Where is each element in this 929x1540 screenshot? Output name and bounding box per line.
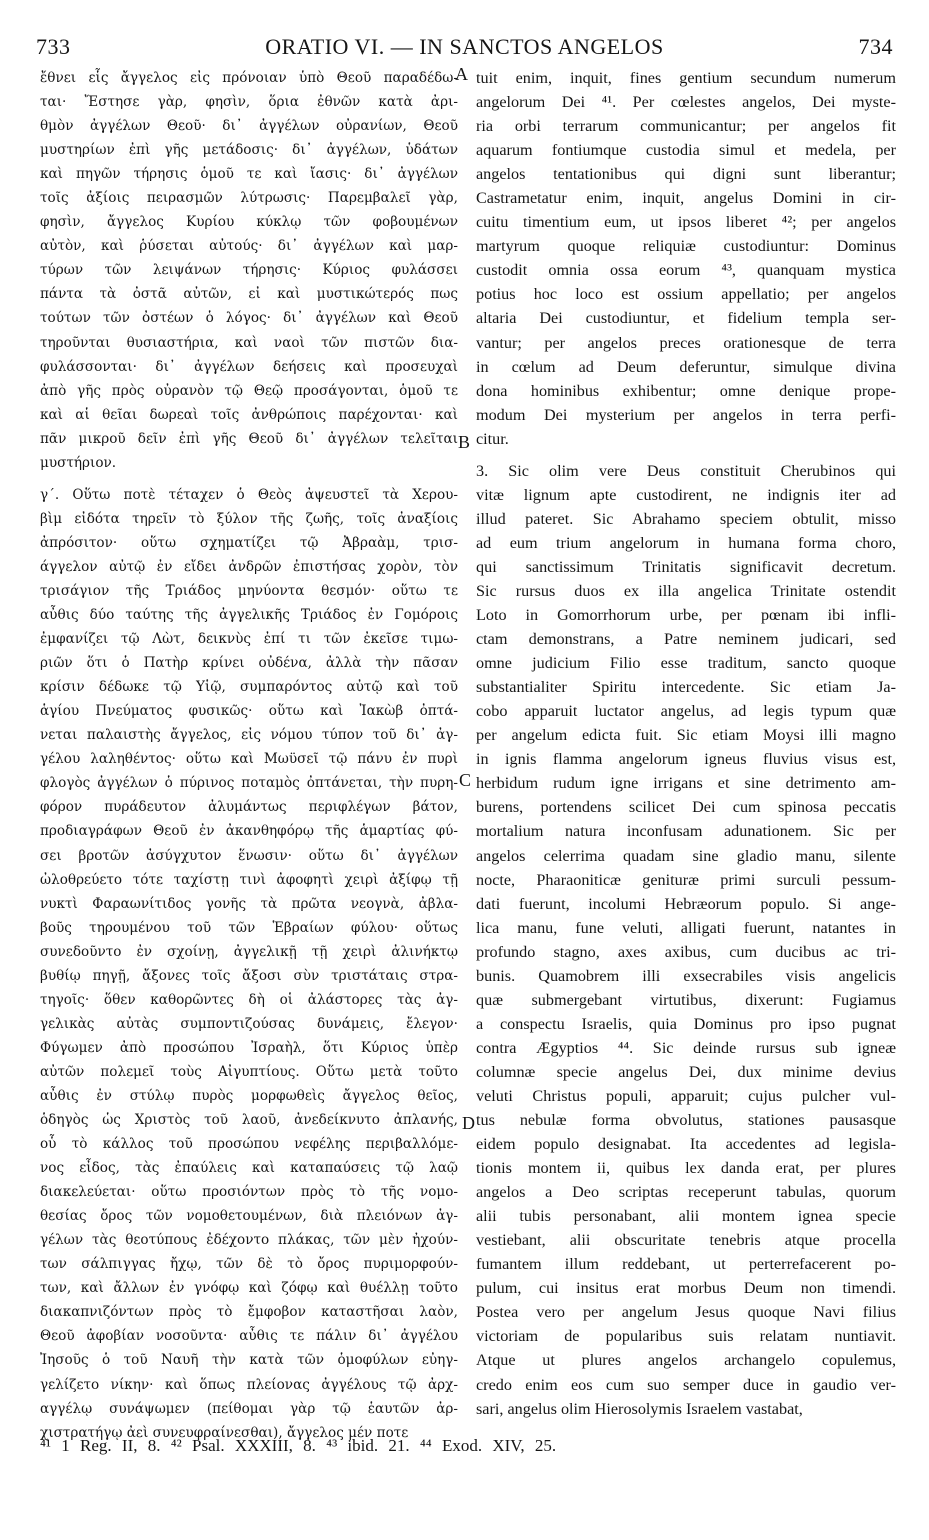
footnotes: ⁴¹ 1 Reg. II, 8. ⁴² Psal. XXXIII, 8. ⁴³ ibid. 21. ⁴⁴ Exod. XIV, 25. [40,1436,557,1455]
greek-text-line: αὖθις ἐν στύλῳ πυρὸς μορφωθεὶς ἄγγελος θεῖος, [40,1087,458,1104]
latin-text-line: cuitu timentium eum, ut ipsos liberet ⁴²; per angelos [476,213,896,232]
latin-text-line: contra Ægyptios ⁴⁴. Sic deinde rursus sub igneæ [476,1038,896,1057]
greek-text-line: πᾶν μικροῦ δεῖν ἐπὶ γῆς Θεοῦ δι᾽ ἀγγέλων τελεῖται [40,430,458,447]
greek-text-line: βοῦς τηρουμένου τοῦ τῶν Ἑβραίων φύλου· οὕτως [40,919,458,936]
greek-text-line: φλογὸς ἀγγέλων ὁ πύρινος ποταμὸς ὀπτάνεται, τὴν πυρη- [40,775,458,792]
greek-text-line: ἔθνει εἷς ἄγγελος εἰς πρόνοιαν ὑπὸ Θεοῦ παραδέδω- [40,70,458,86]
greek-text-line: θμὸν ἀγγέλων Θεοῦ· δι᾽ ἀγγέλων οὐρανίων, Θεοῦ [40,118,458,135]
latin-text-line: sari, angelus olim Hierosolymis Israelem vastabat, [476,1399,803,1418]
greek-text-line: πάντα τὰ ὀστᾶ αὐτῶν, εἰ καὶ μυστικώτερός πως [40,286,458,303]
latin-text-line: in cœlum ad Deum deferuntur, simulque divina [476,357,896,376]
page-number-left: 733 [36,34,71,59]
greek-text-line: αγγέλῳ συνάψωμεν (πείθομαι γὰρ τῷ ἑαυτῶν ἀρ- [40,1400,458,1417]
greek-text-line: αὖθις δύο ταύτης τῆς ἀγγελικῆς Τριάδος ἐν Γομόροις [40,607,458,624]
greek-text-line: συνεδοῦντο ἐν σχοίνῃ, ἀγγελικῇ τῇ χειρὶ ἀλινήκτῳ [40,943,458,960]
latin-text-line: ria orbi terrarum communicantur; per angelos fit [476,117,896,136]
greek-text-line: ἀπρόσιτον· οὕτω σχηματίζει τῷ Ἀβραὰμ, τρισ- [40,534,458,551]
latin-column [476,66,896,1421]
greek-text-line: γελικὰς αὐτὰς συμποντιζούσας δυνάμεις, ἔλεγον· [40,1015,458,1032]
latin-text-line: Loto in Gomorrhorum urbe, per pœnam ibi infli- [476,606,896,625]
latin-text-line: potius hoc loco est ossium appellatio; per angelos [476,285,896,304]
greek-text-line: τρισάγιον τῆς Τριάδος μηνύοντα θεσμόν· οὕτω τε [40,582,458,599]
latin-text-line: angelorum Dei ⁴¹. Per cœlestes angelos, Dei myste- [476,93,896,112]
latin-text-line: vitæ lignum apte custodirent, ne indignis iter ad [476,485,896,504]
greek-text-line: αὐτὸν, καὶ ῥύσεται αὐτούς· δι᾽ ἀγγέλων καὶ μαρ- [40,238,458,255]
margin-letter-b: B [458,432,471,452]
greek-text-line: φόρον πυράδευτον ἀλυμάντως περιφλέγων βάτον, [40,799,458,816]
greek-text-line: χιστρατήγῳ ἀεὶ συνευφραίνεσθαι), ἄγγελος μέν ποτε [40,1424,409,1441]
greek-text-line: νεται παλαιστὴς ἄγγελος, εἰς νόμου τύπον τοῦ δι᾽ ἀγ- [40,727,458,744]
latin-text-line: tuit enim, inquit, fines gentium secundum numerum [476,69,896,87]
greek-column [40,66,458,1445]
latin-text-line: herbidum rudum igne irrigans et sine detrimento am- [476,774,896,793]
greek-text-line: καὶ αἱ θεῖαι δωρεαὶ τοῖς ἀνθρώποις παρέχονται· καὶ [40,406,458,423]
latin-text-line: a conspectu Israelis, quia Dominus pro ipso pugnat [476,1014,896,1033]
greek-text-line: τύρων τῶν λειψάνων τήρησις· Κύριος φυλάσσει [40,262,458,279]
latin-text-line: tus nebulæ forma obvolutus, stationes pausasque [476,1111,896,1130]
greek-text-line: γ΄. Οὕτω ποτὲ τέταχεν ὁ Θεὸς ἀψευστεῖ τὰ Χερου- [40,486,458,503]
latin-text-line: qui sanctissimum Trinitatis significavit decretum. [476,557,896,576]
greek-text-line: ἐμφανίζει τῷ Λὼτ, δεικνὺς ἐπί τι τῶν ἐκεῖσε τιμω- [40,631,458,648]
latin-text-line: ctam demonstrans, a Patre neminem judicari, sed [476,630,896,649]
latin-text-line: Postea vero per angelum Jesus quoque Navi filius [476,1303,896,1322]
greek-text-line: γέλου λαληθέντος· οὕτω καὶ Μωϋσεῖ τῷ πάνυ ἐν πυρὶ [40,751,458,768]
greek-text-line: ὠλοθρεύετο τότε ταχίστῃ τινὶ ἀφοφητὶ χειρὶ ἀξίφῳ τῇ [40,871,458,888]
greek-text-line: τούτων τῶν ὀστέων ὁ λόγος· δι᾽ ἀγγέλων καὶ Θεοῦ [40,310,458,327]
greek-text-line: των, καὶ ἄλλων ἐν γνόφῳ καὶ ζόφῳ καὶ θυέλλῃ τοῦτο [40,1280,458,1297]
greek-text-line: ριῶν ὅτι ὁ Πατὴρ κρίνει οὐδένα, ἀλλὰ τὴν πᾶσαν [40,655,458,672]
latin-text-line: veluti Christus populi, apparuit; cujus pulcher vul- [476,1086,896,1105]
greek-text-line: διακαπνιζόντων πρὸς τὸ ἔμφοβον καταστῆσαι λαὸν, [40,1304,458,1321]
page-number-right: 734 [858,34,893,59]
greek-text-line: γελίζετο νίκην· καὶ ὅπως πλείονας ἀγγέλους τῷ ἀρχ- [40,1376,458,1393]
greek-text-line: κρίσιν δέδωκε τῷ Υἱῷ, συμπαρόντος αὐτῷ καὶ τοῦ [40,679,458,696]
latin-text-line: dona hominibus exhibentur; omne denique prope- [476,381,896,400]
latin-text-line: modum Dei mysterium per angelos in terra perfi- [476,405,896,424]
greek-text-line: φησὶν, ἄγγελος Κυρίου κύκλῳ τῶν φοβουμένων [40,214,458,231]
greek-text-line: των σάλπιγγας ἤχῳ, τῶν δὲ τὸ ὄρος πυριμορφούν- [40,1256,458,1273]
greek-text-line: άγγελον αὐτῷ ἐν εἴδει ἀνδρῶν ἐπιστήσας χορὸν, τὸν [40,558,458,575]
latin-text-line: vestiebant, alii obscuritate tenebris atque procella [476,1231,896,1250]
latin-text-line: custodit omnia ossa eorum ⁴³, quanquam mystica [476,261,896,280]
greek-text-line: νυκτὶ Φαραωνίτιδος γονῆς τὰ πρῶτα νεογνὰ, ἀβλα- [40,895,458,912]
greek-text-line: αὐτῶν πολεμεῖ τοὺς Αἰγυπτίους. Οὕτω μετὰ τοῦτο [40,1063,458,1080]
margin-letter-c: C [459,770,472,790]
latin-text-line: omne judicium Filio esse traditum, sancto quoque [476,654,896,673]
greek-text-line: βυθίῳ πηγῇ, ἄξονες τοῖς ἄξοσι σὺν τριστάταις στρα- [40,967,458,984]
latin-text-line: Castrametatur enim, inquit, angelus Domini in cir- [476,189,896,208]
latin-text-line: columnæ specie angelus Dei, dux minime devius [476,1062,896,1081]
greek-text-line: ὁδηγὸς ὡς Χριστὸς τοῦ λαοῦ, ἀνεδείκνυτο ἀπλανής, [40,1112,458,1129]
greek-text-line: σει βροτῶν ἀσύγχυτον ἕνωσιν· οὕτω δι᾽ ἀγγέλων [40,847,458,864]
latin-text-line: martyrum quoque reliquiæ custodiuntur: Dominus [476,237,896,256]
greek-text-line: θεσίας ὄρος τῶν νομοθετουμένων, διὰ πλειόνων ἀγ- [40,1208,458,1225]
latin-text-line: profundo stagno, axes axibus, cum ducibus ac tri- [476,942,896,961]
margin-letter-a: A [455,64,468,84]
latin-text-line: credo enim eos cum suo semper duce in gaudio ver- [476,1375,896,1394]
page-header [36,34,893,64]
latin-text-line: aquarum fontiumque custodia simul et medela, per [476,141,896,160]
latin-text-line: Sic rursus duos ex illa angelica Trinitate ostendit [476,581,896,600]
greek-text-line: βὶμ εἰδότα τηρεῖν τὸ ξύλον τῆς ζωῆς, τοῖς ἀναξίοις [40,510,458,527]
greek-text-line: ται· Ἔστησε γὰρ, φησὶν, ὅρια ἐθνῶν κατὰ ἀρι- [40,94,458,111]
greek-text-line: καὶ πηγῶν τήρησις ὁμοῦ τε καὶ ἴασις· δι᾽ ἀγγέλων [40,166,458,183]
latin-text-line: mortalium natura inconfusam adunationem. Sic per [476,822,896,841]
greek-text-line: ἁγίου Πνεύματος φυσικῶς· οὕτω καὶ Ἰακὼβ ὀπτά- [40,703,458,720]
latin-text-line: pulum, cui insitus erat morbus Deum non timendi. [476,1279,896,1298]
greek-text-line: Ἰησοῦς ὁ τοῦ Ναυῆ τὴν κατὰ τῶν ὁμοφύλων εὐηγ- [40,1352,458,1369]
latin-text-line: burens, portendens scilicet Dei cum spinosa peccatis [476,798,896,817]
greek-text-line: τηγοῖς· ὅθεν καθορῶντες δὴ οἱ ἀλάστορες τὰς ἀγ- [40,991,458,1008]
greek-text-line: προδιαγράφων Θεοῦ ἐν ἀκανθηφόρῳ τῆς ἁμαρτίας φύ- [40,823,458,840]
margin-letter-d: D [462,1113,475,1133]
latin-text-line: angelos celerrima quadam sine gladio manu, silente [476,846,896,865]
latin-text-line: illud pateret. Sic Abrahamo speciem obtulit, misso [476,509,896,528]
latin-text-line: tionis montem ii, quibus lex danda erat, per plures [476,1159,896,1178]
greek-text-line: ἀπὸ γῆς πρὸς οὐρανὸν τῷ Θεῷ προσάγονται, ὁμοῦ τε [40,382,458,399]
latin-text-line: nocte, Pharaoniticæ genituræ primi surculi pessum- [476,870,896,889]
latin-text-line: victoriam de popularibus suis relatam nuntiavit. [476,1327,896,1346]
greek-text-line: Φύγωμεν ἀπὸ προσώπου Ἰσραὴλ, ὅτι Κύριος ὑπὲρ [40,1039,458,1056]
greek-text-line: Θεοῦ ἀφοβίαν νοσοῦντα· αὖθις τε πάλιν δι᾽ ἀγγέλου [40,1328,458,1345]
latin-text-line: citur. [476,429,509,448]
latin-text-line: substantialiter Spiritu intercedente. Sic etiam Ja- [476,678,896,697]
latin-text-line: eidem populo designabat. Ita accedentes ad legisla- [476,1135,896,1154]
latin-text-line: altaria Dei custodiuntur, et fidelium templa ser- [476,309,896,328]
latin-text-line: lica manu, fune veluti, alligati fuerunt, natantes in [476,918,896,937]
latin-text-line: per angelum edicta fuit. Sic etiam Moysi illi magno [476,726,896,745]
greek-text-line: μυστηρίων ἐπὶ γῆς μετάδοσις· δι᾽ ἀγγέλων, ὑδάτων [40,142,458,159]
latin-text-line: vantur; per angelos preces orationesque de terra [476,333,896,352]
latin-text-line: bunis. Quamobrem illi exsecrabiles visis angelicis [476,966,896,985]
greek-text-line: νος εἶδος, τὰς ἐπαύλεις καὶ καταπαύσεις τῷ λαῷ [40,1160,458,1177]
greek-text-line: διακελεύεται· οὕτω προσιόντων πρὸς τὸ τῆς νομο- [40,1184,458,1201]
latin-text-line: quæ submergebant virtutibus, dixerunt: Fugiamus [476,990,896,1009]
running-title: ORATIO VI. — IN SANCTOS ANGELOS [265,34,664,59]
latin-text-line: angelos a Deo scriptas receperunt tabulas, quorum [476,1183,896,1202]
latin-text-line: cobo apparuit luctator angelus, ad legis typum quæ [476,702,896,721]
greek-text-line: φυλάσσονται· δι᾽ ἀγγέλων δεήσεις καὶ προσευχαὶ [40,358,458,375]
latin-text-line: dati fuerunt, incolumi Hebræorum populo. Si ange- [476,894,896,913]
latin-text-line: in ignis flamma angelorum igneus fluvius visus est, [476,750,896,769]
greek-text-line: μυστήριον. [40,454,117,471]
latin-text-line: 3. Sic olim vere Deus constituit Cherubinos qui [476,461,896,480]
latin-text-line: fumantem illum reddebant, ut perterrefacerent po- [476,1255,896,1274]
greek-text-line: γέλων τὰς θεοτύπους ἐδέχοντο πλάκας, τῶν μὲν ἠχούν- [40,1232,458,1249]
greek-text-line: τοῖς ἀξίοις πειρασμῶν λύτρωσις· Παρεμβαλεῖ γὰρ, [40,190,458,207]
latin-text-line: angelos tentationibus qui digni sunt liberantur; [476,165,896,184]
latin-text-line: Atque ut plures angelos archangelo copulemus, [476,1351,896,1370]
greek-text-line: τηροῦνται θυσιαστήρια, καὶ ναοὶ τῶν πιστῶν δια- [40,334,458,351]
latin-text-line: ad eum trium angelorum in humana forma choro, [476,533,896,552]
greek-text-line: οὗ τὸ κάλλος τοῦ προσώπου νεφέλης περιβαλλόμε- [40,1136,458,1153]
latin-text-line: alii tubis personabant, alii montem ignea specie [476,1207,896,1226]
